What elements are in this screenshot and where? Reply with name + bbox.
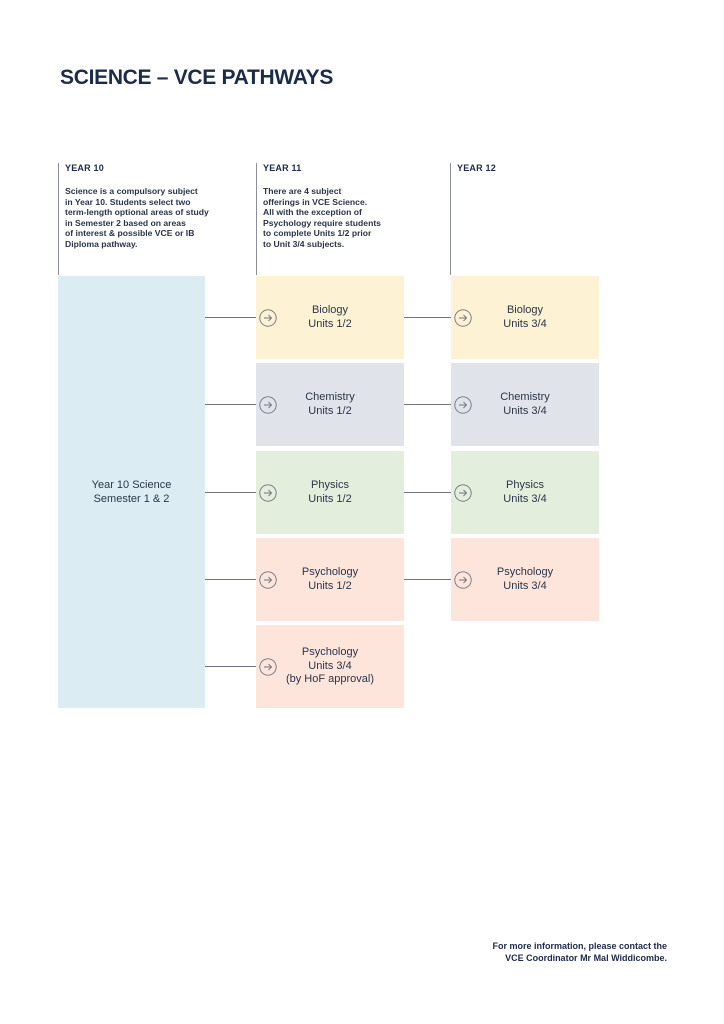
circle-arrow-right-icon <box>259 309 277 327</box>
circle-arrow-right-icon <box>259 484 277 502</box>
contact-footer <box>492 940 667 964</box>
year10-science-box <box>58 276 205 708</box>
circle-arrow-right-icon <box>259 658 277 676</box>
page-title: SCIENCE – VCE PATHWAYS <box>60 66 334 89</box>
subject-note: (by HoF approval) <box>285 673 375 686</box>
subject-name: Chemistry <box>305 391 355 403</box>
subject-units: Units 3/4 <box>503 579 547 592</box>
subject-units: Units 3/4 <box>308 659 352 672</box>
year11-psychology-box <box>256 538 404 621</box>
year12-heading: YEAR 12 <box>457 163 496 173</box>
connector-biology-y11-y12 <box>404 317 454 318</box>
year11-column-header <box>256 163 443 275</box>
year11-physics-box <box>256 451 404 534</box>
year12-physics-box <box>451 451 599 534</box>
subject-units: Units 1/2 <box>308 492 352 505</box>
year12-column-header <box>450 163 607 275</box>
subject-name: Physics <box>311 479 349 491</box>
connector-psychology-y11-y12 <box>404 579 454 580</box>
connector-y10-chemistry <box>205 404 259 405</box>
year10-column-header <box>58 163 255 275</box>
subject-name: Psychology <box>496 566 554 578</box>
year10-box-title: Year 10 Science <box>91 479 172 491</box>
connector-y10-biology <box>205 317 259 318</box>
circle-arrow-right-icon <box>454 484 472 502</box>
year10-heading: YEAR 10 <box>65 163 104 173</box>
circle-arrow-right-icon <box>259 571 277 589</box>
footer-line-1: For more information, please contact the <box>492 941 667 951</box>
year10-description: Science is a compulsory subject in Year 10. Students select two term-length optional areas of study in Semester 2 based on areas of interest & possible VCE or IB Diploma pathway. <box>65 186 209 249</box>
year11-heading: YEAR 11 <box>263 163 302 173</box>
subject-units: Units 3/4 <box>503 492 547 505</box>
footer-line-2: VCE Coordinator Mr Mal Widdicombe. <box>505 953 667 963</box>
circle-arrow-right-icon <box>454 571 472 589</box>
circle-arrow-right-icon <box>454 396 472 414</box>
connector-chemistry-y11-y12 <box>404 404 454 405</box>
year11-biology-box <box>256 276 404 359</box>
year12-psychology-box <box>451 538 599 621</box>
connector-y10-psychology <box>205 579 259 580</box>
subject-units: Units 1/2 <box>308 404 352 417</box>
year12-biology-box <box>451 276 599 359</box>
year11-description: There are 4 subject offerings in VCE Science. All with the exception of Psychology require students to complete Units 1/2 prior to Unit 3/4 subjects. <box>263 186 381 249</box>
subject-units: Units 3/4 <box>503 317 547 330</box>
year12-chemistry-box <box>451 363 599 446</box>
subject-name: Chemistry <box>500 391 550 403</box>
subject-name: Physics <box>506 479 544 491</box>
connector-physics-y11-y12 <box>404 492 454 493</box>
subject-name: Psychology <box>301 566 359 578</box>
circle-arrow-right-icon <box>454 309 472 327</box>
subject-name: Psychology <box>301 646 359 659</box>
year11-chemistry-box <box>256 363 404 446</box>
subject-units: Units 3/4 <box>503 404 547 417</box>
subject-units: Units 1/2 <box>308 317 352 330</box>
circle-arrow-right-icon <box>259 396 277 414</box>
connector-y10-physics <box>205 492 259 493</box>
subject-name: Biology <box>311 304 349 316</box>
subject-name: Biology <box>506 304 544 316</box>
year10-box-subtitle: Semester 1 & 2 <box>93 493 170 505</box>
year11-psychology-34-box <box>256 625 404 708</box>
subject-units: Units 1/2 <box>308 579 352 592</box>
connector-y10-psychology-34 <box>205 666 259 667</box>
